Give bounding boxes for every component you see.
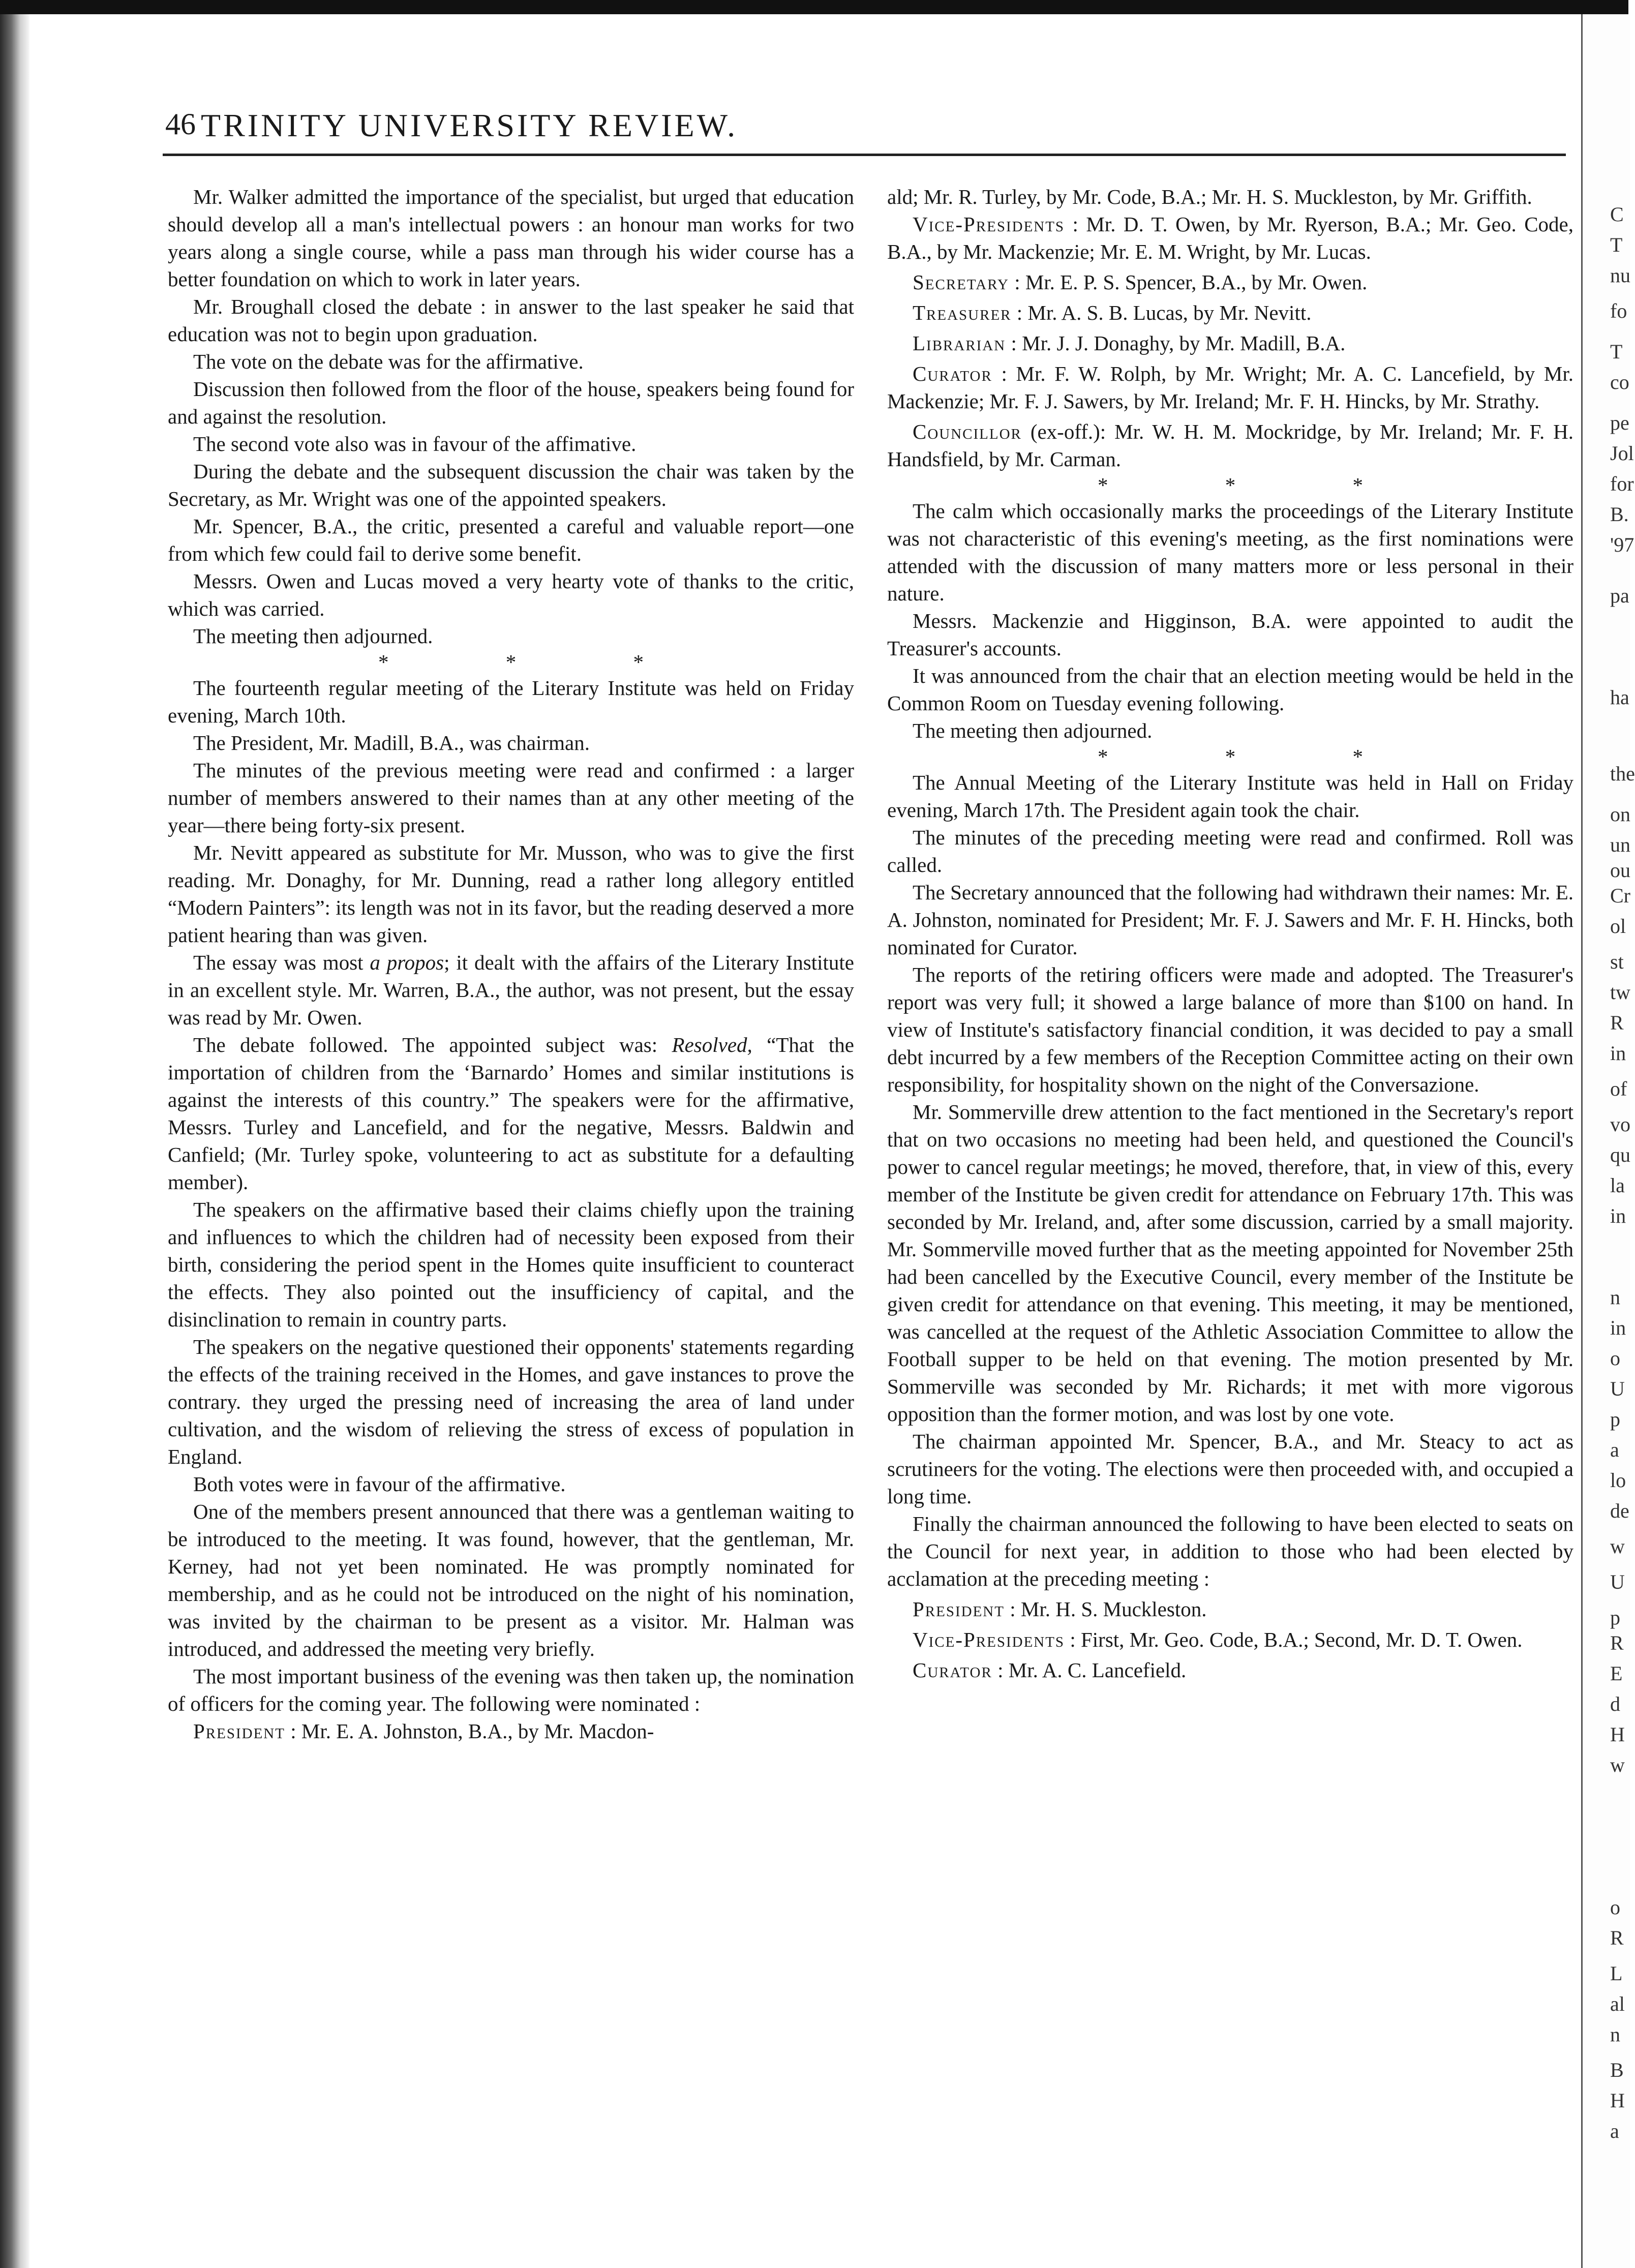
cut-off-text-fragment: C <box>1610 203 1624 226</box>
paragraph: The meeting then adjourned. <box>193 624 433 648</box>
nomination-entry: Councillor (ex-off.): Mr. W. H. M. Mockridge, by Mr. Ireland; Mr. F. H. Handsfield, by Mr. Carman. <box>887 420 1573 471</box>
cut-off-text-fragment: the <box>1610 762 1635 785</box>
nomination-entry: President : Mr. E. A. Johnston, B.A., by Mr. Macdon- <box>193 1719 654 1743</box>
cut-off-text-fragment: for <box>1610 472 1634 495</box>
cut-off-text-fragment: p <box>1610 1408 1620 1431</box>
cut-off-text-fragment: a <box>1610 2120 1619 2142</box>
cut-off-text-fragment: pe <box>1610 411 1629 434</box>
paragraph: The meeting then adjourned. <box>913 719 1153 742</box>
cut-off-text-fragment: U <box>1610 1377 1625 1400</box>
cut-off-text-fragment: vo <box>1610 1113 1630 1136</box>
section-separator: * * * <box>1098 745 1419 768</box>
cut-off-text-fragment: H <box>1610 2089 1625 2112</box>
paragraph: Messrs. Mackenzie and Higginson, B.A. were appointed to audit the Treasurer's accounts. <box>887 609 1573 660</box>
paragraph: Mr. Spencer, B.A., the critic, presented a careful and valuable report—one from which few could fail to derive some benefit. <box>168 515 854 565</box>
cut-off-text-fragment: pa <box>1610 584 1629 607</box>
paragraph: ald; Mr. R. Turley, by Mr. Code, B.A.; Mr. H. S. Muckleston, by Mr. Griffith. <box>887 185 1532 208</box>
cut-off-text-fragment: ou <box>1610 859 1630 882</box>
running-title: TRINITY UNIVERSITY REVIEW. <box>201 107 738 143</box>
section-separator: * * * <box>378 650 700 674</box>
paragraph: The debate followed. The appointed subject was: Resolved, “That the importation of children from the ‘Barnardo’ Homes and similar institutions is against the interests of this country.” The speakers were for the affirmative, Messrs. Turley and Lancefield, and for the negative, Messrs. Baldwin and Canfield; (Mr. Turley spoke, volunteering to act as substitute for a defaulting member). <box>168 1033 854 1194</box>
scan-binding-shadow <box>0 14 29 2268</box>
paragraph: Discussion then followed from the floor of the house, speakers being found for and against the resolution. <box>168 377 854 428</box>
paragraph: The speakers on the negative questioned their opponents' statements regarding the effects of the training received in the Homes, and gave instances to prove the contrary. they urged the pressing need of increasing the area of land under cultivation, and the wisdom of relieving the stress of excess of population in England. <box>168 1335 854 1468</box>
cut-off-text-fragment: a <box>1610 1438 1619 1461</box>
election-result: Vice-Presidents : First, Mr. Geo. Code, B.A.; Second, Mr. D. T. Owen. <box>913 1628 1523 1651</box>
paragraph: One of the members present announced that there was a gentleman waiting to be introduced to the meeting. It was found, however, that the gentleman, Mr. Kerney, had not yet been nominated. He was promptly nominated for membership, and as he could not be introduced on the night of his nomination, was invited by the chairman to be present as a visitor. Mr. Halman was introduced, and addressed the meeting very briefly. <box>168 1500 854 1660</box>
cut-off-text-fragment: T <box>1610 233 1623 256</box>
cut-off-text-fragment: in <box>1610 1316 1626 1339</box>
cut-off-text-fragment: n <box>1610 1286 1620 1309</box>
cut-off-text-fragment: B. <box>1610 503 1629 526</box>
cut-off-text-fragment: o <box>1610 1347 1620 1370</box>
cut-off-text-fragment: un <box>1610 833 1630 856</box>
paragraph: During the debate and the subsequent discussion the chair was taken by the Secretary, as Mr. Wright was one of the appointed speakers. <box>168 460 854 510</box>
scan-top-edge <box>0 0 1628 14</box>
adjacent-page-edge <box>1581 14 1635 2268</box>
paragraph: Mr. Walker admitted the importance of the specialist, but urged that education should develop all a man's intellectual powers : an honour man works for two years along a single course, while a pass man through his wider course has a better foundation on which to work in later years. <box>168 185 854 291</box>
paragraph: Mr. Sommerville drew attention to the fact mentioned in the Secretary's report that on two occasions no meeting had been held, and questioned the Council's power to cancel regular meetings; he moved, therefore, that, in view of this, every member of the Institute be given credit for attendance on February 17th. This was seconded by Mr. Ireland, and, after some discussion, carried by a small majority. Mr. Sommerville moved further that as the meeting appointed for November 25th had been cancelled by the Executive Council, every member of the Institute be given credit for attendance on that evening. This meeting, it may be mentioned, was cancelled at the request of the Athletic Association Committee to allow the Football supper to be held on that evening. The motion presented by Mr. Sommerville was seconded by Mr. Richards; it met with more vigorous opposition than the former motion, and was lost by one vote. <box>887 1100 1573 1426</box>
cut-off-text-fragment: T <box>1610 340 1623 363</box>
paragraph: Messrs. Owen and Lucas moved a very hearty vote of thanks to the critic, which was carried. <box>168 569 854 620</box>
cut-off-text-fragment: st <box>1610 950 1624 973</box>
paragraph: The second vote also was in favour of the affimative. <box>193 432 637 456</box>
nomination-entry: Vice-Presidents : Mr. D. T. Owen, by Mr. Ryerson, B.A.; Mr. Geo. Code, B.A., by Mr. Mackenzie; Mr. E. M. Wright, by Mr. Lucas. <box>887 213 1573 263</box>
cut-off-text-fragment: U <box>1610 1570 1625 1593</box>
cut-off-text-fragment: ol <box>1610 915 1626 938</box>
cut-off-text-fragment: H <box>1610 1723 1625 1746</box>
nomination-entry: Treasurer : Mr. A. S. B. Lucas, by Mr. Nevitt. <box>913 301 1312 324</box>
paragraph: The President, Mr. Madill, B.A., was chairman. <box>193 731 590 754</box>
paragraph: The speakers on the affirmative based their claims chiefly upon the training and influences to which the children had of necessity been exposed from their birth, considering the period spent in the Homes quite insufficient to counteract the effects. They also pointed out the insufficiency of capital, and the disinclination to remain in country parts. <box>168 1198 854 1331</box>
cut-off-text-fragment: '97 <box>1610 533 1634 556</box>
cut-off-text-fragment: la <box>1610 1174 1625 1197</box>
cut-off-text-fragment: B <box>1610 2059 1624 2081</box>
cut-off-text-fragment: lo <box>1610 1469 1626 1492</box>
cut-off-text-fragment: on <box>1610 803 1630 826</box>
cut-off-text-fragment: n <box>1610 2023 1620 2046</box>
paragraph: The minutes of the previous meeting were read and confirmed : a larger number of members answered to their names than at any other meeting of the year—there being forty-six present. <box>168 759 854 837</box>
cut-off-text-fragment: of <box>1610 1077 1627 1100</box>
cut-off-text-fragment: Cr <box>1610 884 1630 907</box>
cut-off-text-fragment: tw <box>1610 981 1630 1004</box>
cut-off-text-fragment: al <box>1610 1992 1625 2015</box>
paragraph: Finally the chairman announced the following to have been elected to seats on the Council for next year, in addition to those who had been elected by acclamation at the preceding meeting : <box>887 1512 1573 1590</box>
paragraph: The fourteenth regular meeting of the Literary Institute was held on Friday evening, March 10th. <box>168 676 854 727</box>
cut-off-text-fragment: Jol <box>1610 442 1634 465</box>
left-column <box>168 183 854 1745</box>
cut-off-text-fragment: w <box>1610 1535 1625 1558</box>
cut-off-text-fragment: nu <box>1610 264 1630 287</box>
cut-off-text-fragment: in <box>1610 1204 1626 1227</box>
paragraph: It was announced from the chair that an election meeting would be held in the Common Room on Tuesday evening following. <box>887 664 1573 715</box>
cut-off-text-fragment: d <box>1610 1692 1620 1715</box>
cut-off-text-fragment: ha <box>1610 686 1629 709</box>
cut-off-text-fragment: w <box>1610 1753 1625 1776</box>
paragraph: The minutes of the preceding meeting were read and confirmed. Roll was called. <box>887 826 1573 876</box>
nomination-entry: Secretary : Mr. E. P. S. Spencer, B.A., by Mr. Owen. <box>913 270 1368 294</box>
paragraph: The Secretary announced that the following had withdrawn their names: Mr. E. A. Johnston, nominated for President; Mr. F. J. Sawers and Mr. F. H. Hincks, both nominated for Curator. <box>887 881 1573 959</box>
cut-off-text-fragment: o <box>1610 1896 1620 1919</box>
cut-off-text-fragment: E <box>1610 1662 1623 1685</box>
nomination-entry: Librarian : Mr. J. J. Donaghy, by Mr. Madill, B.A. <box>913 331 1346 355</box>
cut-off-text-fragment: co <box>1610 371 1629 394</box>
cut-off-text-fragment: fo <box>1610 299 1627 322</box>
paragraph: The reports of the retiring officers were made and adopted. The Treasurer's report was very full; it showed a large balance of more than $100 on hand. In view of Institute's satisfactory financial condition, it was decided to pay a small debt incurred by a few members of the Reception Committee acting on their own responsibility, for hospitality shown on the night of the Conversazione. <box>887 963 1573 1096</box>
cut-off-text-fragment: in <box>1610 1042 1626 1065</box>
cut-off-text-fragment: qu <box>1610 1143 1630 1166</box>
paragraph: The chairman appointed Mr. Spencer, B.A., and Mr. Steacy to act as scrutineers for the voting. The elections were then proceeded with, and occupied a long time. <box>887 1430 1573 1508</box>
page-number: 46 <box>165 107 196 141</box>
cut-off-text-fragment: R <box>1610 1926 1624 1949</box>
paragraph: Mr. Nevitt appeared as substitute for Mr. Musson, who was to give the first reading. Mr. Donaghy, for Mr. Dunning, read a rather long allegory entitled “Modern Painters”: its length was not in its favor, but the reading deserved a more patient hearing than was given. <box>168 841 854 947</box>
paragraph: The Annual Meeting of the Literary Institute was held in Hall on Friday evening, March 17th. The President again took the chair. <box>887 771 1573 822</box>
paragraph: The essay was most a propos; it dealt with the affairs of the Literary Institute in an excellent style. Mr. Warren, B.A., the author, was not present, but the essay was read by Mr. Owen. <box>168 951 855 1029</box>
paragraph: Mr. Broughall closed the debate : in answer to the last speaker he said that education was not to begin upon graduation. <box>168 295 854 346</box>
header-rule <box>163 154 1566 156</box>
cut-off-text-fragment: L <box>1610 1962 1623 1985</box>
paragraph: The vote on the debate was for the affirmative. <box>193 350 584 373</box>
paragraph: The calm which occasionally marks the proceedings of the Literary Institute was not characteristic of this evening's meeting, as the first nominations were attended with the discussion of many matters more or less personal in their nature. <box>887 499 1573 605</box>
nomination-entry: Curator : Mr. F. W. Rolph, by Mr. Wright; Mr. A. C. Lancefield, by Mr. Mackenzie; Mr. F. J. Sawers, by Mr. Ireland; Mr. F. H. Hincks, by Mr. Strathy. <box>887 362 1574 413</box>
election-result: Curator : Mr. A. C. Lancefield. <box>913 1658 1187 1682</box>
cut-off-text-fragment: de <box>1610 1499 1629 1522</box>
paragraph: The most important business of the evening was then taken up, the nomination of officers for the coming year. The following were nominated : <box>168 1665 854 1715</box>
cut-off-text-fragment: R <box>1610 1011 1624 1034</box>
right-column <box>887 183 1573 1684</box>
section-separator: * * * <box>1098 473 1419 497</box>
election-result: President : Mr. H. S. Muckleston. <box>913 1597 1207 1621</box>
cut-off-text-fragment: p <box>1610 1606 1620 1629</box>
paragraph: Both votes were in favour of the affirmative. <box>193 1472 566 1496</box>
cut-off-text-fragment: R <box>1610 1631 1624 1654</box>
